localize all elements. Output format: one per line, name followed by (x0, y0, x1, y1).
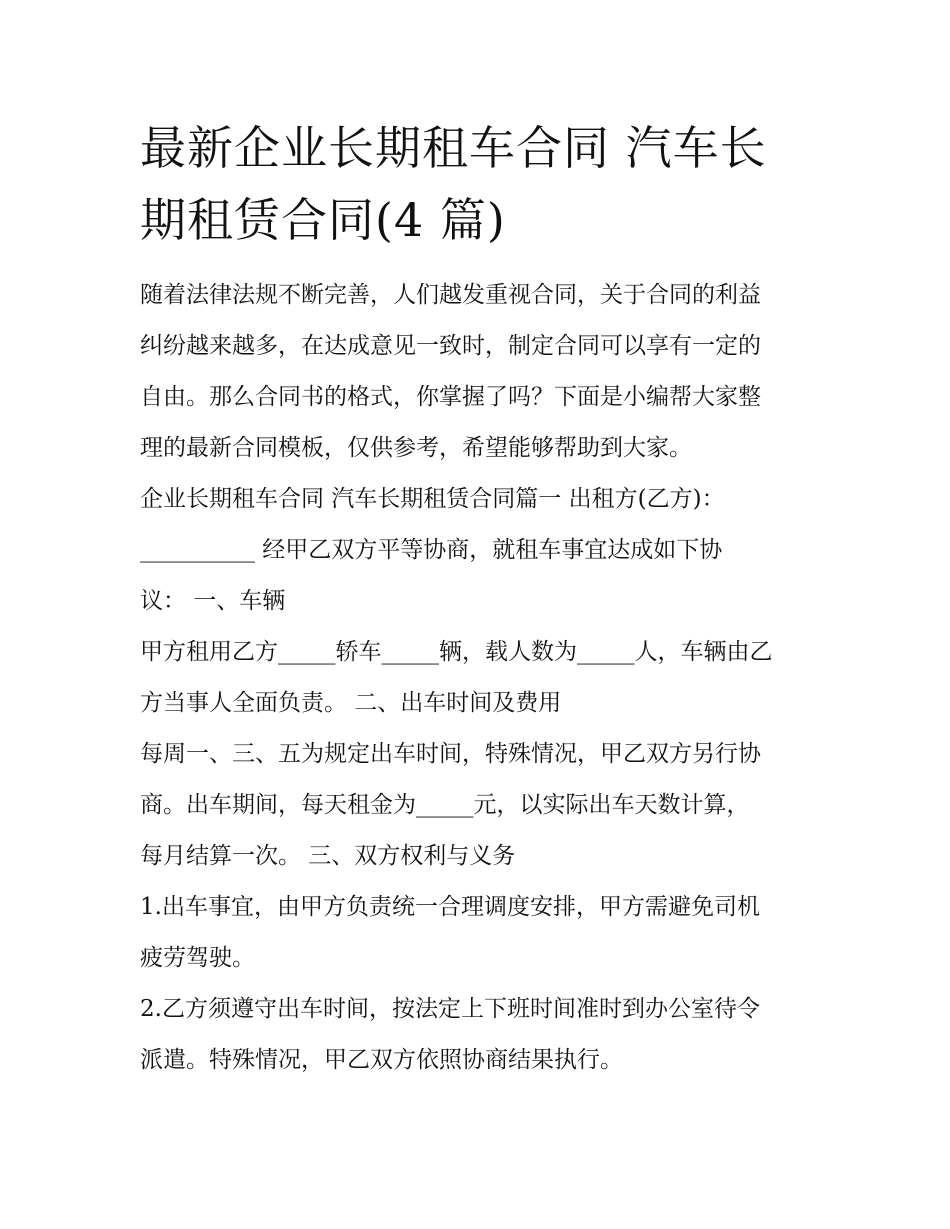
body-line-3: 自由。那么合同书的格式，你掌握了吗？下面是小编帮大家整 (140, 384, 761, 410)
document-content (140, 112, 820, 1086)
body-line-2: 纠纷越来越多，在达成意见一致时，制定合同可以享有一定的 (140, 333, 761, 359)
body-line-15: 2.乙方须遵守出车时间，按法定上下班时间准时到办公室待令 (140, 996, 760, 1022)
body-line-9: 方当事人全面负责。 二、出车时间及费用 (140, 690, 562, 716)
body-line-13: 1.出车事宜，由甲方负责统一合理调度安排，甲方需避免司机 (140, 894, 760, 920)
body-line-10: 每周一、三、五为规定出车时间，特殊情况，甲乙双方另行协 (140, 741, 761, 767)
body-line-16: 派遣。特殊情况，甲乙双方依照协商结果执行。 (140, 1047, 623, 1073)
document-body (140, 270, 820, 1086)
title-line-1: 最新企业长期租车合同 汽车长 (140, 121, 767, 175)
body-line-14: 疲劳驾驶。 (140, 945, 255, 971)
body-line-5: 企业长期租车合同 汽车长期租赁合同篇一 出租方(乙方)： (140, 486, 725, 512)
document-title (140, 112, 820, 256)
title-line-2: 期租赁合同(4 篇) (140, 193, 506, 247)
body-line-11: 商。出车期间，每天租金为_____元，以实际出车天数计算， (140, 792, 750, 818)
body-line-7: 议： 一、车辆 (140, 588, 286, 614)
body-line-6: __________ 经甲乙双方平等协商，就租车事宜达成如下协 (140, 537, 723, 563)
body-line-1: 随着法律法规不断完善，人们越发重视合同，关于合同的利益 (140, 282, 761, 308)
body-line-4: 理的最新合同模板，仅供参考，希望能够帮助到大家。 (140, 435, 692, 461)
body-line-12: 每月结算一次。 三、双方权利与义务 (140, 843, 516, 869)
body-line-8: 甲方租用乙方_____轿车_____辆，载人数为_____人，车辆由乙 (140, 639, 773, 665)
